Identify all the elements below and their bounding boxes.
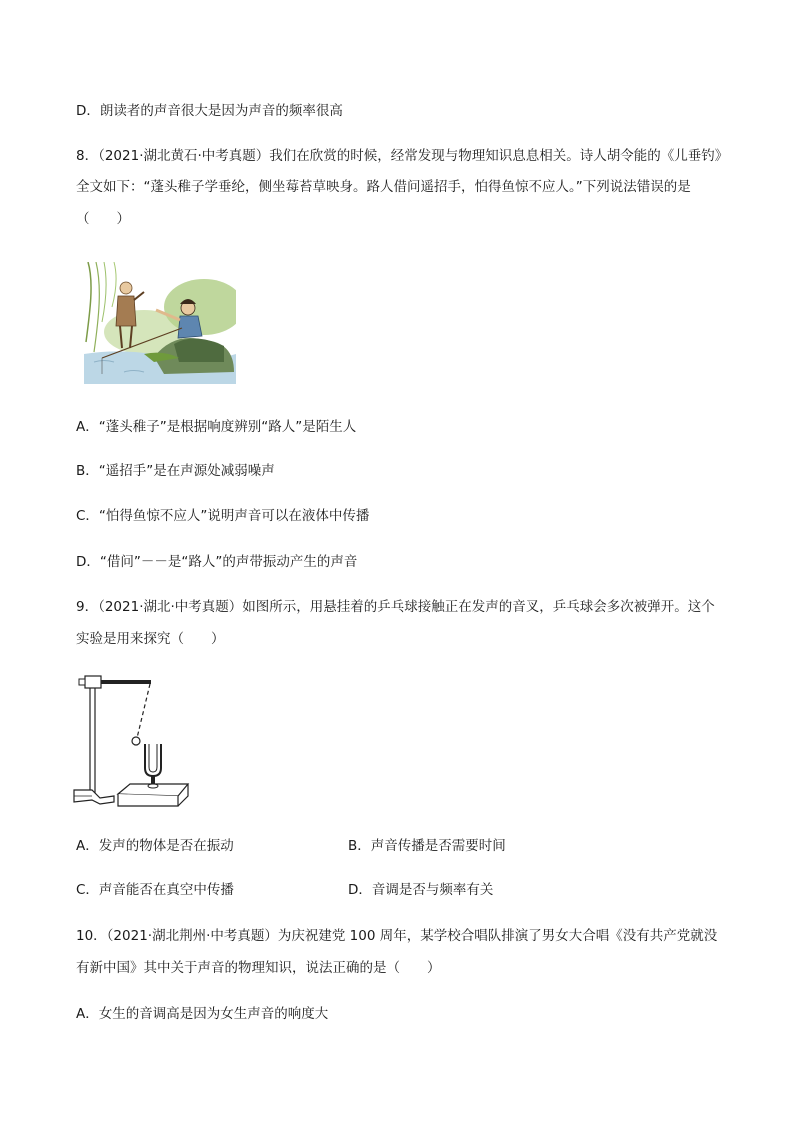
q8-option-d: D．“借问”－－是“路人”的声带振动产生的声音 (76, 554, 358, 570)
q8-option-b: B．“遥招手”是在声源处减弱噪声 (76, 463, 275, 479)
q9-option-d: D．音调是否与频率有关 (348, 882, 494, 898)
q9-option-a: A．发声的物体是否在振动 (76, 838, 234, 854)
fishing-boy-painting-icon (84, 262, 236, 384)
q8-figure-fishing-painting (84, 262, 236, 384)
q7-option-d: D．朗读者的声音很大是因为声音的频率很高 (76, 103, 343, 119)
q9-stem-line2: 实验是用来探究（ ） (76, 631, 225, 647)
q10-option-a: A．女生的音调高是因为女生声音的响度大 (76, 1006, 329, 1022)
q9-figure-tuning-fork (70, 672, 190, 812)
q8-option-a: A．“蓬头稚子”是根据响度辨别“路人”是陌生人 (76, 419, 357, 435)
q8-stem-line2: 全文如下：“蓬头稚子学垂纶，侧坐莓苔草映身。路人借问遥招手，怕得鱼惊不应人。”下列说法错误的是 (76, 179, 691, 195)
q9-stem-line1: 9．（2021·湖北·中考真题）如图所示，用悬挂着的乒乓球接触正在发声的音叉，乒乓球会多次被弹开。这个 (76, 599, 715, 615)
q8-stem-line1: 8．（2021·湖北黄石·中考真题）我们在欣赏的时候，经常发现与物理知识息息相关。诗人胡令能的《儿垂钓》 (76, 148, 729, 164)
q8-option-c: C．“怕得鱼惊不应人”说明声音可以在液体中传播 (76, 508, 370, 524)
q9-option-b: B．声音传播是否需要时间 (348, 838, 506, 854)
q10-stem-line2: 有新中国》其中关于声音的物理知识，说法正确的是（ ） (76, 960, 441, 976)
q9-option-c: C．声音能否在真空中传播 (76, 882, 234, 898)
tuning-fork-apparatus-icon (70, 672, 190, 812)
q8-stem-line3: （ ） (76, 211, 130, 227)
q10-stem-line1: 10．（2021·湖北荆州·中考真题）为庆祝建党 100 周年，某学校合唱队排演了男女大合唱《没有共产党就没 (76, 928, 718, 944)
